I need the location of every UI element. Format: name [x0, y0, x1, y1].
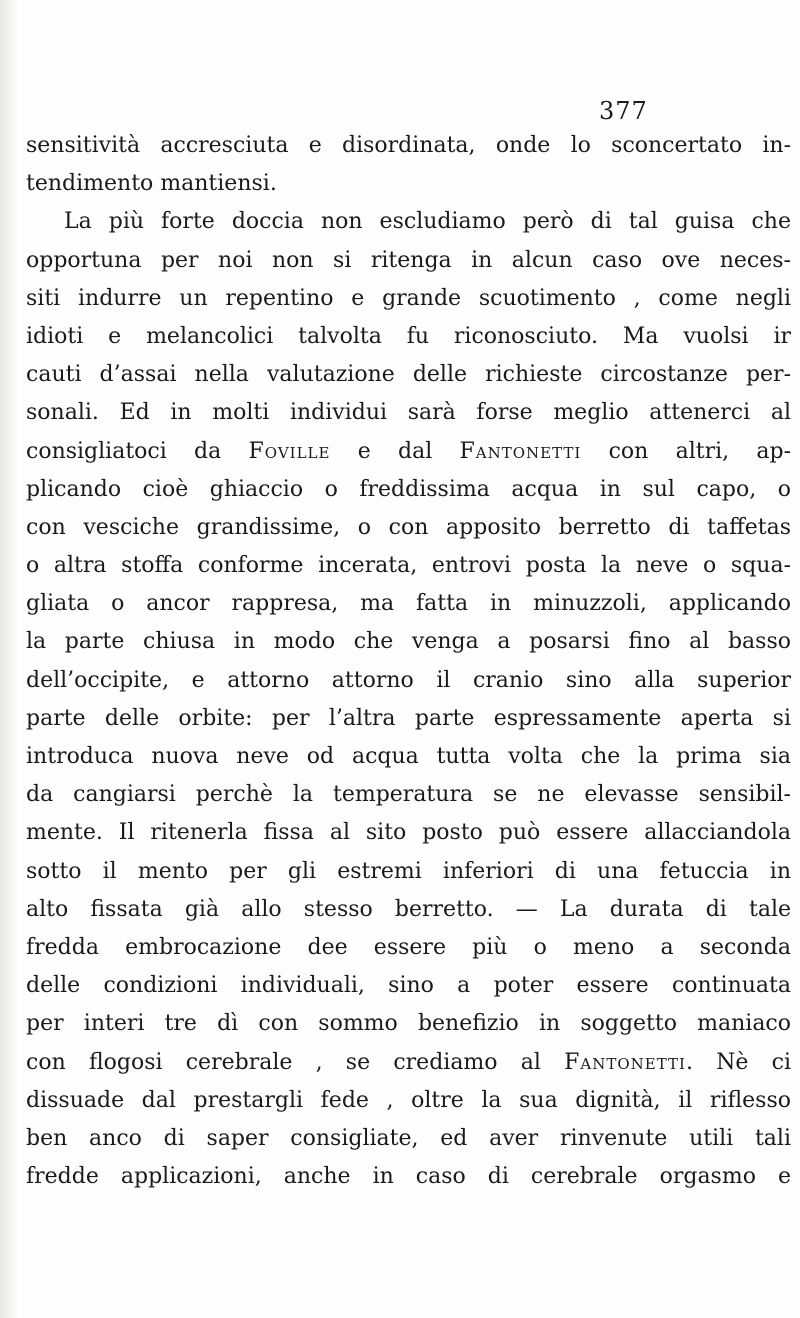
text-line: o altra stoffa conforme incerata, entrovi posta la neve o squa- [26, 553, 791, 579]
text-line: alto fissata già allo stesso berretto. — La durata di tale [26, 896, 791, 922]
text-line: fredde applicazioni, anche in caso di cerebrale orgasmo e [26, 1164, 791, 1190]
text-line: da cangiarsi perchè la temperatura se ne elevasse sensibil- [26, 782, 791, 808]
text-line: delle condizioni individuali, sino a poter essere continuata [26, 973, 791, 999]
text-line [26, 433, 791, 471]
text-line [26, 1044, 791, 1082]
text-line: cauti d’assai nella valutazione delle richieste circostanze per- [26, 362, 791, 388]
text-run: con altri, ap- [581, 438, 792, 464]
text-line: plicando cioè ghiaccio o freddissima acqua in sul capo, o [26, 476, 791, 502]
text-line: parte delle orbite: per l’altra parte espressamente aperta si [26, 705, 791, 731]
text-line: idioti e melancolici talvolta fu riconosciuto. Ma vuolsi ir [26, 323, 791, 349]
page-number: 377 [599, 97, 648, 125]
text-run: . Nè ci [685, 1049, 791, 1075]
text-line: con vesciche grandissime, o con apposito berretto di taffetas [26, 514, 791, 540]
text-line: mente. Il ritenerla fissa al sito posto può essere allacciandola [26, 820, 791, 846]
author-name-foville: Foville [248, 438, 331, 464]
text-run: con flogosi cerebrale , se crediamo al [26, 1049, 565, 1075]
text-line: la parte chiusa in modo che venga a posarsi fino al basso [26, 629, 791, 655]
text-line: fredda embrocazione dee essere più o meno a seconda [26, 934, 791, 960]
text-line: per interi tre dì con sommo benefizio in soggetto maniaco [26, 1011, 791, 1037]
text-line: siti indurre un repentino e grande scuotimento , come negli [26, 285, 791, 311]
body-text [26, 127, 791, 1196]
text-line: La più forte doccia non escludiamo però di tal guisa che [64, 209, 791, 235]
text-run: e dal [330, 438, 460, 464]
text-line: opportuna per noi non si ritenga in alcun caso ove neces- [26, 247, 791, 273]
text-line: dissuade dal prestargli fede , oltre la sua dignità, il riflesso [26, 1087, 791, 1113]
author-name-fantonetti: Fantonetti [564, 1049, 686, 1075]
text-line: introduca nuova neve od acqua tutta volta che la prima sia [26, 744, 791, 769]
text-line: ben anco di saper consigliate, ed aver rinvenute utili tali [26, 1125, 791, 1151]
author-name-fantonetti: Fantonetti [459, 438, 582, 464]
text-run: consigliatoci da [26, 438, 249, 464]
text-line: gliata o ancor rappresa, ma fatta in minuzzoli, applicando [26, 591, 791, 617]
binding-gutter-shadow [0, 0, 18, 1318]
text-line: sotto il mento per gli estremi inferiori di una fetuccia in [26, 858, 791, 884]
text-line: dell’occipite, e attorno attorno il cranio sino alla superior [26, 667, 791, 693]
text-line: sensitività accresciuta e disordinata, onde lo sconcertato in- [26, 133, 791, 158]
text-line: tendimento mantiensi. [26, 171, 277, 197]
text-line: sonali. Ed in molti individui sarà forse meglio attenerci al [26, 400, 791, 426]
